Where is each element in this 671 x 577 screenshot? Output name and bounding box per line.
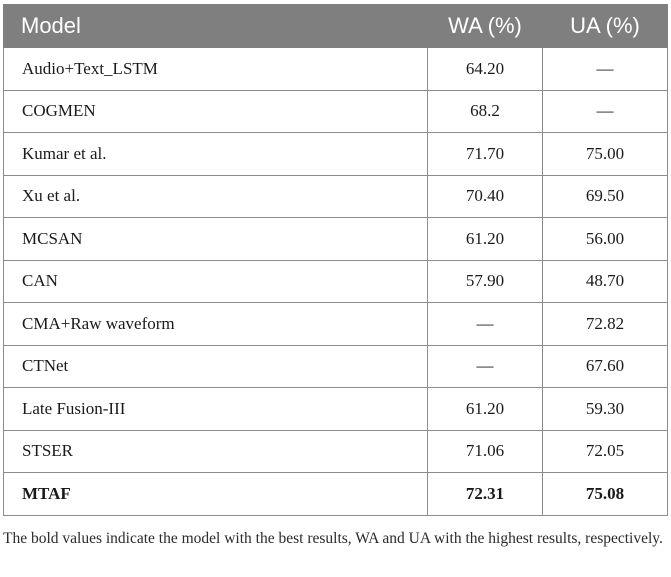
table-footnote: The bold values indicate the model with the best results, WA and UA with the highest results, respectively. [3,530,663,547]
model-cell: Xu et al. [4,175,428,218]
model-cell: CAN [4,260,428,303]
header-row [4,5,668,48]
header-model: Model [4,5,428,48]
results-table-container [3,4,667,516]
wa-cell: 57.90 [428,260,543,303]
wa-cell: 72.31 [428,473,543,516]
model-cell: STSER [4,430,428,473]
header-wa: WA (%) [428,5,543,48]
model-cell: Late Fusion-III [4,388,428,431]
wa-cell: 68.2 [428,90,543,133]
table-row [4,388,668,431]
model-cell: CTNet [4,345,428,388]
results-table [3,4,668,516]
model-cell: Audio+Text_LSTM [4,48,428,91]
table-row [4,260,668,303]
ua-cell: 56.00 [543,218,668,261]
model-cell: COGMEN [4,90,428,133]
table-row [4,133,668,176]
wa-cell: 71.06 [428,430,543,473]
table-row [4,48,668,91]
table-row [4,175,668,218]
ua-cell: 72.05 [543,430,668,473]
ua-cell: 72.82 [543,303,668,346]
wa-cell: 64.20 [428,48,543,91]
model-cell: CMA+Raw waveform [4,303,428,346]
model-cell: Kumar et al. [4,133,428,176]
table-row [4,473,668,516]
table-header [4,5,668,48]
wa-cell: 71.70 [428,133,543,176]
wa-cell: 70.40 [428,175,543,218]
ua-cell: 69.50 [543,175,668,218]
wa-cell: 61.20 [428,218,543,261]
table-row [4,218,668,261]
table-row [4,90,668,133]
ua-cell: 75.00 [543,133,668,176]
ua-cell: — [543,90,668,133]
wa-cell: — [428,303,543,346]
wa-cell: — [428,345,543,388]
table-row [4,303,668,346]
ua-cell: 48.70 [543,260,668,303]
ua-cell: — [543,48,668,91]
ua-cell: 67.60 [543,345,668,388]
model-cell: MCSAN [4,218,428,261]
table-row [4,430,668,473]
ua-cell: 59.30 [543,388,668,431]
header-ua: UA (%) [543,5,668,48]
ua-cell: 75.08 [543,473,668,516]
table-body [4,48,668,516]
table-row [4,345,668,388]
wa-cell: 61.20 [428,388,543,431]
model-cell: MTAF [4,473,428,516]
